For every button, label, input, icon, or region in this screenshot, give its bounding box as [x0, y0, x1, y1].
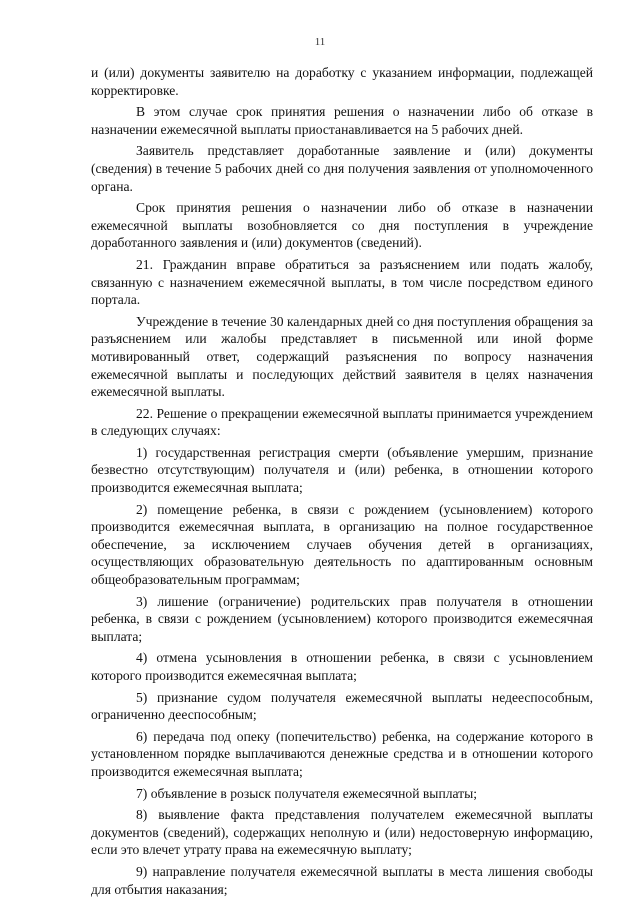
paragraph: и (или) документы заявителю на доработку с указанием информации, подлежащей корректировке.	[91, 65, 593, 98]
paragraph: 7) объявление в розыск получателя ежемесячной выплаты;	[136, 785, 478, 801]
paragraph: 2) помещение ребенка, в связи с рождением (усыновлением) которого производится ежемесячная выплата, в организацию на полное государственное обеспечение, за исключением случаев обучения детей в организациях, осуществляющих образовательную деятельность по адаптированным основным общеобразовательным программам;	[91, 501, 593, 588]
paragraph: 5) признание судом получателя ежемесячной выплаты недееспособным, ограниченно дееспособным;	[91, 689, 593, 723]
paragraph: 21. Гражданин вправе обратиться за разъяснением или подать жалобу, связанную с назначением ежемесячной выплаты, в том числе посредством единого портала.	[91, 256, 593, 308]
paragraph: 1) государственная регистрация смерти (объявление умершим, признание безвестно отсутствующим) получателя и (или) ребенка, в отношении которого производится ежемесячная выплата;	[91, 444, 593, 496]
document-body	[91, 64, 593, 898]
paragraph: 4) отмена усыновления в отношении ребенка, в связи с усыновлением которого производится ежемесячная выплата;	[91, 650, 593, 683]
paragraph: Заявитель представляет доработанные заявление и (или) документы (сведения) в течение 5 рабочих дней со дня получения заявления от уполномоченного органа.	[91, 143, 593, 194]
paragraph: Срок принятия решения о назначении либо об отказе в назначении ежемесячной выплаты возобновляется со дня поступления в учреждение доработанного заявления и (или) документов (сведений).	[91, 200, 593, 251]
paragraph: Учреждение в течение 30 календарных дней со дня поступления обращения за разъяснением или жалобы представляет в письменной или иной форме мотивированный ответ, содержащий разъяснения по вопросу назначения ежемесячной выплаты и последующих действий заявителя в целях назначения ежемесячной выплаты.	[91, 313, 593, 400]
paragraph: 9) направление получателя ежемесячной выплаты в места лишения свободы для отбытия наказания;	[91, 863, 593, 897]
page-number: 11	[314, 36, 326, 48]
paragraph: 22. Решение о прекращении ежемесячной выплаты принимается учреждением в следующих случаях:	[91, 405, 593, 439]
paragraph: 3) лишение (ограничение) родительских прав получателя в отношении ребенка, в связи с рождением (усыновлением) которого производится ежемесячная выплата;	[91, 593, 593, 644]
paragraph: 6) передача под опеку (попечительство) ребенка, на содержание которого в установленном порядке выплачиваются денежные средства и в отношении которого производится ежемесячная выплата;	[91, 728, 593, 779]
paragraph: 8) выявление факта представления получателем ежемесячной выплаты документов (сведений), содержащих неполную и (или) недостоверную информацию, если это влечет утрату права на ежемесячную выплату;	[91, 807, 593, 858]
paragraph: В этом случае срок принятия решения о назначении либо об отказе в назначении ежемесячной выплаты приостанавливается на 5 рабочих дней.	[91, 104, 593, 137]
